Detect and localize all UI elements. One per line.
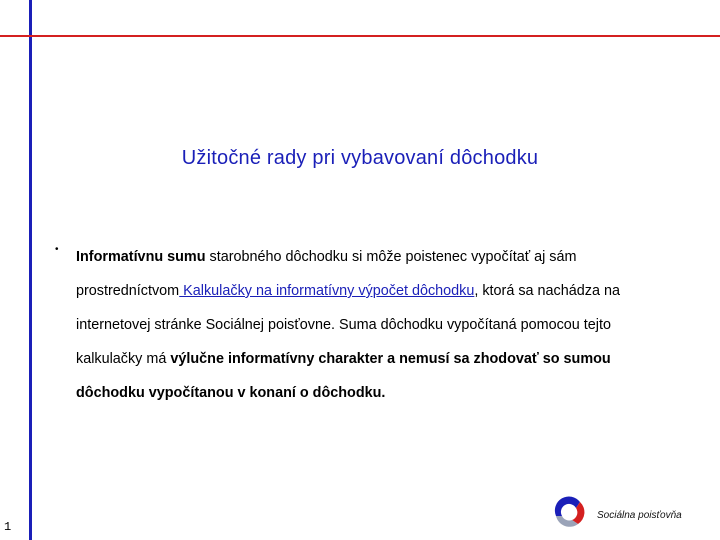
socialna-poistovna-logo-icon (548, 494, 590, 530)
paragraph-text-2: , ktorá sa nachádza na internetovej stránke Sociálnej poisťovne. Suma dôchodku vypočítaná pomocou tejto kalkulačky má (76, 283, 620, 367)
paragraph-bold-start: Informatívnu sumu (76, 249, 206, 265)
paragraph-bold-end: výlučne informatívny charakter a nemusí sa zhodovať so sumou dôchodku vypočítanou v konaní o dôchodku. (76, 351, 611, 401)
calculator-link[interactable]: Kalkulačky na informatívny výpočet dôchodku (179, 283, 475, 299)
bullet-paragraph (76, 240, 676, 410)
horizontal-rule (0, 35, 720, 37)
slide-title: Užitočné rady pri vybavovaní dôchodku (181, 147, 539, 169)
paragraph-text-1: starobného dôchodku si môže poistenec vypočítať aj sám prostredníctvom (76, 249, 577, 299)
vertical-rule (29, 0, 32, 540)
logo-text: Sociálna poisťovňa (597, 510, 682, 521)
bullet-marker: • (55, 244, 59, 255)
page-number: 1 (4, 520, 12, 534)
